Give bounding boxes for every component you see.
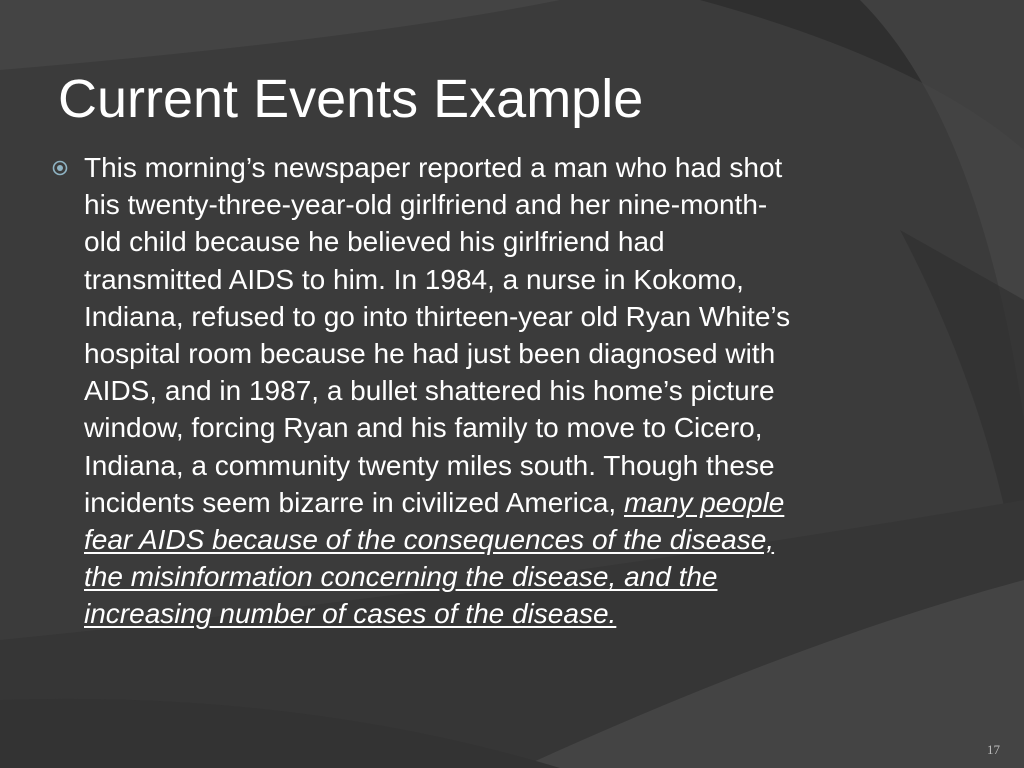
- body-line-6: hospital room because he had just been diagnosed with: [84, 338, 776, 370]
- page-number: 17: [987, 742, 1000, 757]
- body-line-3: old child because he believed his girlfriend had: [84, 226, 665, 258]
- body-line-1: This morning’s newspaper reported a man who had shot: [84, 152, 783, 183]
- emphasized-line-3: increasing number of cases of the disease.: [84, 598, 617, 630]
- body-line-2: his twenty-three-year-old girlfriend and her nine-month-: [84, 189, 768, 221]
- circled-dot-bullet-icon: [52, 160, 68, 176]
- emphasized-line-1: fear AIDS because of the consequences of the disease,: [84, 524, 775, 556]
- bullet-paragraph: [84, 149, 954, 633]
- body-line-10: [84, 484, 954, 521]
- body-line-10-plain: incidents seem bizarre in civilized America,: [84, 486, 624, 518]
- emphasized-text-start: many people: [623, 486, 785, 518]
- slide-title: Current Events Example: [58, 69, 644, 129]
- body-line-8: window, forcing Ryan and his family to move to Cicero,: [84, 412, 763, 444]
- body-line-9: Indiana, a community twenty miles south. Though these: [84, 449, 775, 481]
- body-line-4: transmitted AIDS to him. In 1984, a nurse in Kokomo,: [84, 263, 744, 295]
- body-line-7: AIDS, and in 1987, a bullet shattered his home’s picture: [84, 375, 775, 407]
- body-line-5: Indiana, refused to go into thirteen-year old Ryan White’s: [84, 300, 791, 332]
- emphasized-line-2: the misinformation concerning the disease, and the: [84, 561, 718, 593]
